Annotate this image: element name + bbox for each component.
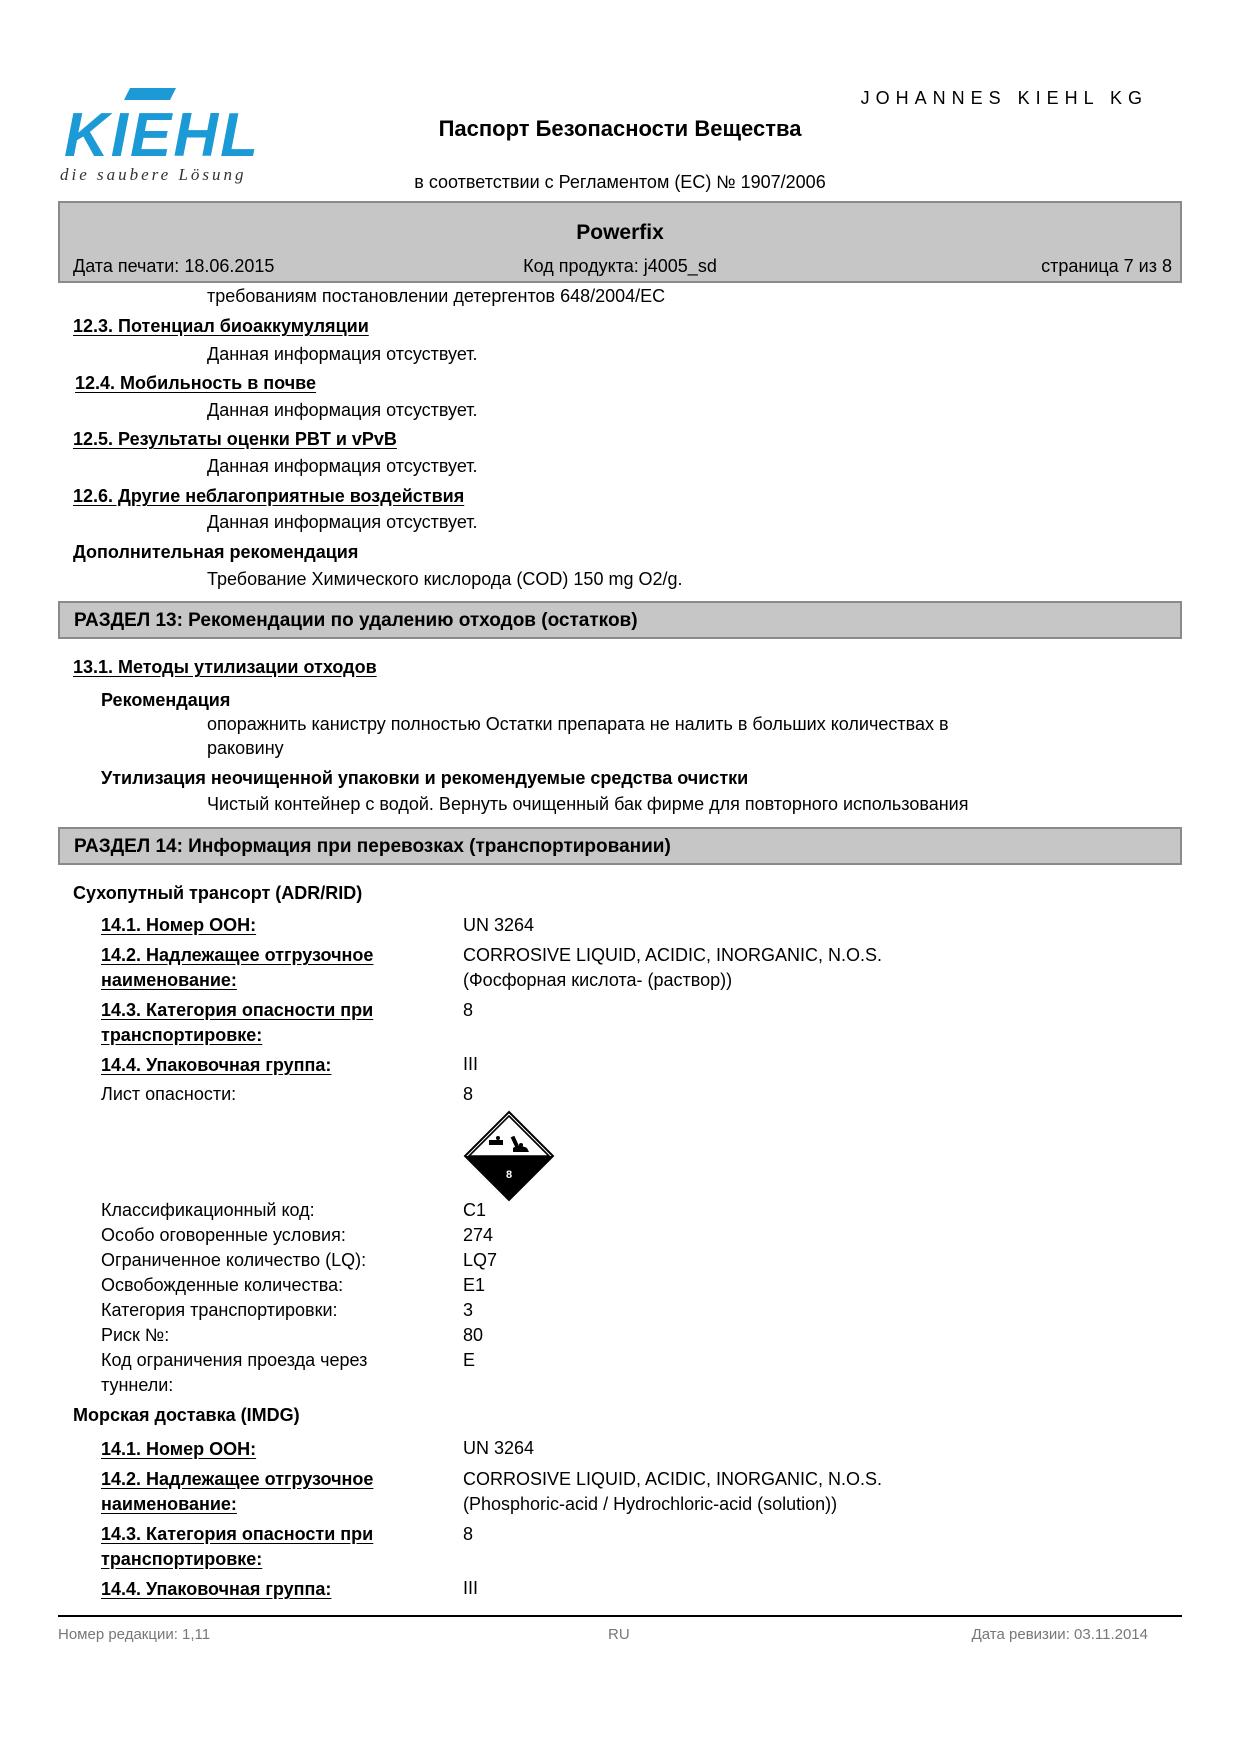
sea-hazard-class-label-1: 14.3. Категория опасности при [101,1524,374,1544]
text-12-4: Данная информация отсуствует. [207,400,478,420]
land-hazard-label-label: Лист опасности: [101,1084,237,1104]
page-number: страница 7 из 8 [1041,256,1172,276]
sea-shipping-name-value-1: CORROSIVE LIQUID, ACIDIC, INORGANIC, N.O.S. [463,1469,883,1489]
text-12-6: Данная информация отсуствует. [207,512,478,532]
sea-packing-group-value: III [463,1578,479,1598]
heading-12-3: 12.3. Потенциал биоаккумуляции [73,316,369,336]
sea-shipping-name-label-2: наименование: [101,1494,237,1514]
section14-bar [58,827,1182,865]
logo-tagline: die saubere Lösung [60,165,247,184]
tunnel-code-label-2: туннели: [101,1375,174,1395]
sea-shipping-name-label-1: 14.2. Надлежащее отгрузочное [101,1469,374,1489]
packaging-heading: Утилизация неочищенной упаковки и рекомендуемые средства очистки [101,768,749,788]
sea-un-label: 14.1. Номер ООН: [101,1439,257,1459]
logo-wordmark: KIEHL [64,101,260,170]
sea-shipping-name-value-2: (Phosphoric-acid / Hydrochloric-acid (solution)) [463,1494,838,1514]
tunnel-code-value: E [463,1350,476,1370]
land-shipping-name-label-1: 14.2. Надлежащее отгрузочное [101,945,374,965]
recommendation-line-2: раковину [207,738,284,758]
special-provisions-value: 274 [463,1225,494,1245]
land-un-value: UN 3264 [463,915,535,935]
land-un-label: 14.1. Номер ООН: [101,915,257,935]
transport-category-value: 3 [463,1300,474,1320]
limited-quantity-value: LQ7 [463,1250,498,1270]
company-name: JOHANNES KIEHL KG [860,88,1148,108]
class-code-label: Классификационный код: [101,1200,315,1220]
product-name: Powerfix [576,221,664,244]
special-provisions-label: Особо оговоренные условия: [101,1225,346,1245]
section13-bar [58,601,1182,639]
heading-13-1: 13.1. Методы утилизации отходов [73,657,377,677]
sea-transport-heading: Морская доставка (IMDG) [73,1405,300,1425]
heading-12-5: 12.5. Результаты оценки PBT и vPvB [73,429,397,449]
land-shipping-name-label-2: наименование: [101,970,237,990]
risk-number-value: 80 [463,1325,484,1345]
land-hazard-class-label-2: транспортировке: [101,1025,263,1045]
excepted-quantity-label: Освобожденные количества: [101,1275,344,1295]
recommendation-line-1: опоражнить канистру полностью Остатки препарата не налить в больших количествах в [207,714,949,734]
packaging-text: Чистый контейнер с водой. Вернуть очищенный бак фирме для повторного использования [207,794,969,814]
sea-un-value: UN 3264 [463,1438,535,1458]
land-transport-heading: Сухопутный трансорт (ADR/RID) [73,883,363,903]
land-hazard-class-label-1: 14.3. Категория опасности при [101,1000,374,1020]
product-code: Код продукта: j4005_sd [523,256,717,276]
land-packing-group-label: 14.4. Упаковочная группа: [101,1055,332,1075]
recommendation-heading: Рекомендация [101,690,231,710]
transport-category-label: Категория транспортировки: [101,1300,338,1320]
document-subtitle: в соответствии с Регламентом (ЕС) № 1907/2006 [414,172,826,192]
text-12-5: Данная информация отсуствует. [207,456,478,476]
tunnel-code-label-1: Код ограничения проезда через [101,1350,368,1370]
document-title: Паспорт Безопасности Вещества [438,116,802,141]
text-12-3: Данная информация отсуствует. [207,344,478,364]
heading-12-6: 12.6. Другие неблагоприятные воздействия [73,486,465,506]
excepted-quantity-value: E1 [463,1275,486,1295]
sea-hazard-class-value: 8 [463,1524,474,1544]
print-date: Дата печати: 18.06.2015 [73,256,275,276]
class-code-value: C1 [463,1200,487,1220]
revision-number: Номер редакции: 1,11 [58,1626,211,1643]
section12-continuation: требованиям постановлении детергентов 648/2004/EC [207,286,666,306]
land-shipping-name-value-2: (Фосфорная кислота- (раствор)) [463,970,733,990]
section14-title: РАЗДЕЛ 14: Информация при перевозках (транспортировании) [74,836,671,857]
language-code: RU [608,1626,630,1643]
footer-divider [58,1615,1182,1617]
section13-title: РАЗДЕЛ 13: Рекомендации по удалению отходов (остатков) [74,610,638,631]
additional-recommendation-text: Требование Химического кислорода (COD) 150 mg O2/g. [207,569,683,589]
additional-recommendation-heading: Дополнительная рекомендация [73,542,359,562]
heading-12-4: 12.4. Мобильность в почве [75,373,317,393]
kiehl-logo [58,88,328,193]
land-hazard-label-value: 8 [463,1084,474,1104]
land-packing-group-value: III [463,1054,479,1074]
sea-hazard-class-label-2: транспортировке: [101,1549,263,1569]
risk-number-label: Риск №: [101,1325,170,1345]
hazard-class-number: 8 [505,1169,513,1181]
land-hazard-class-value: 8 [463,1000,474,1020]
sea-packing-group-label: 14.4. Упаковочная группа: [101,1579,332,1599]
corrosive-hazard-icon [463,1110,555,1207]
product-header-box [58,201,1182,283]
revision-date: Дата ревизии: 03.11.2014 [971,1626,1148,1643]
land-shipping-name-value-1: CORROSIVE LIQUID, ACIDIC, INORGANIC, N.O.S. [463,945,883,965]
limited-quantity-label: Ограниченное количество (LQ): [101,1250,367,1270]
